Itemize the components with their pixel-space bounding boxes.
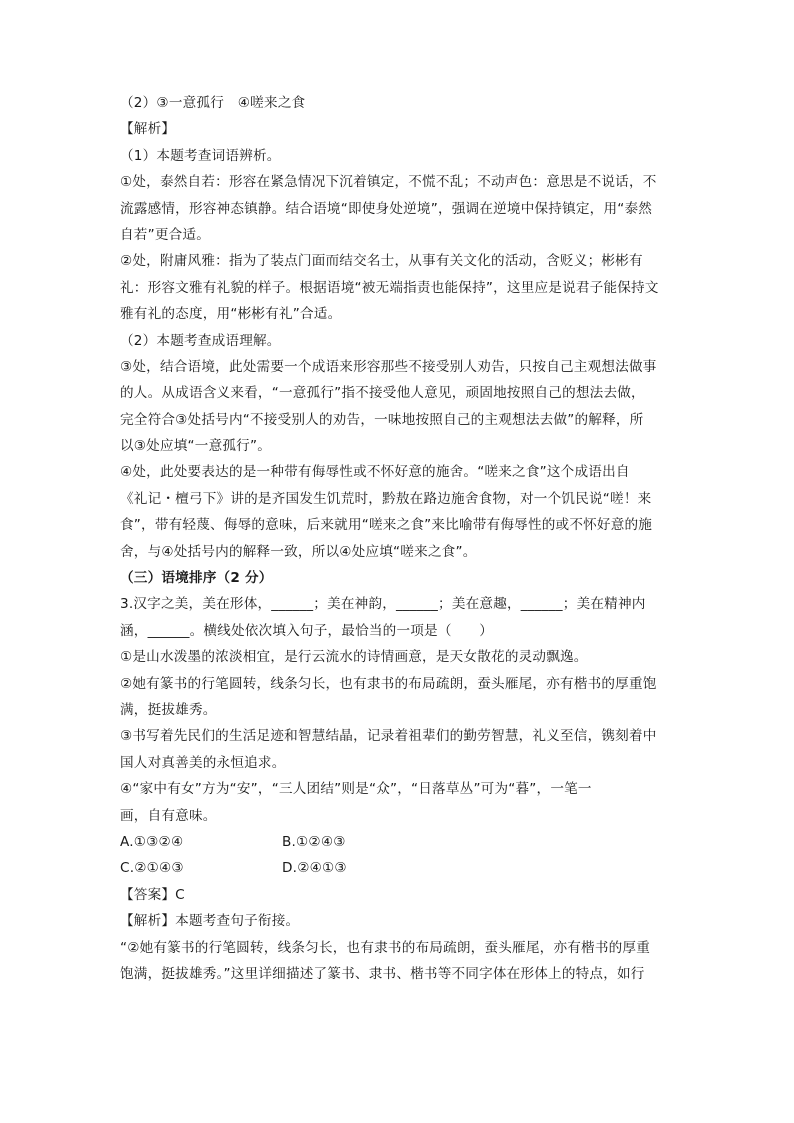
sentence-item: ③书写着先民们的生活足迹和智慧结晶，记录着祖辈们的勤劳智慧，礼义至信，镌刻着中 <box>120 728 657 745</box>
sentence-item: 国人对真善美的永恒追求。 <box>120 754 286 771</box>
option-d: D.②④①③ <box>282 860 347 877</box>
text-line: 以③处应填“一意孤行”。 <box>120 438 272 455</box>
text-line: “②她有篆书的行笔圆转，线条匀长，也有隶书的布局疏朗，蚕头雁尾，亦有楷书的厚重 <box>120 939 650 956</box>
text-line: 食”，带有轻蔑、侮辱的意味，后来就用“嗟来之食”来比喻带有侮辱性的或不怀好意的施 <box>120 517 653 534</box>
question-line: 涵，______。横线处依次填入句子，最恰当的一项是（ ） <box>120 622 494 639</box>
sentence-item: 满，挺拔雄秀。 <box>120 701 217 718</box>
text-line: 完全符合③处括号内“不接受别人的劝告，一味地按照自己的主观想法去做”的解释，所 <box>120 411 644 428</box>
text-line: ④处，此处要表达的是一种带有侮辱性或不怀好意的施舍。“嗟来之食”这个成语出自 <box>120 464 630 481</box>
options-row <box>120 855 668 881</box>
text-line: ②处，附庸风雅：指为了装点门面而结交名士，从事有关文化的活动，含贬义；彬彬有 <box>120 253 643 270</box>
text-line: （2）本题考查成语理解。 <box>120 332 281 349</box>
text-line: ③处，结合语境，此处需要一个成语来形容那些不接受别人劝告，只按自己主观想法做事 <box>120 358 657 375</box>
section-heading: （三）语境排序（2 分） <box>120 570 273 587</box>
sentence-item: ②她有篆书的行笔圆转，线条匀长，也有隶书的布局疏朗，蚕头雁尾，亦有楷书的厚重饱 <box>120 675 657 692</box>
text-line: ①处，泰然自若：形容在紧急情况下沉着镇定，不慌不乱；不动声色：意思是不说话，不 <box>120 174 657 191</box>
text-line: 自若”更合适。 <box>120 226 211 243</box>
options-row <box>120 829 668 855</box>
question-line: 3.汉字之美，美在形体，______；美在神韵，______；美在意趣，______；美在精神内 <box>120 596 646 613</box>
sentence-item: ①是山水泼墨的浓淡相宜，是行云流水的诗情画意，是天女散花的灵动飘逸。 <box>120 649 588 666</box>
text-line: 舍，与④处括号内的解释一致，所以④处应填“嗟来之食”。 <box>120 543 477 560</box>
option-b: B.①②④③ <box>282 833 346 850</box>
analysis-heading: 【解析】本题考查句子衔接。 <box>120 913 300 930</box>
option-c: C.②①④③ <box>120 860 184 877</box>
text-line: 礼：形容文雅有礼貌的样子。根据语境“被无端指责也能保持”，这里应是说君子能保持文 <box>120 279 659 296</box>
text-line: 流露感情，形容神态镇静。结合语境“即使身处逆境”，强调在逆境中保持镇定，用“泰然 <box>120 200 653 217</box>
document-body <box>120 90 668 987</box>
answer-line: 【答案】C <box>120 886 185 903</box>
option-a: A.①③②④ <box>120 833 184 850</box>
text-line: 《礼记・檀弓下》讲的是齐国发生饥荒时，黔敖在路边施舍食物，对一个饥民说“嗟！来 <box>120 490 652 507</box>
text-line: 的人。从成语含义来看，“一意孤行”指不接受他人意见，顽固地按照自己的想法去做， <box>120 385 645 402</box>
analysis-heading: 【解析】 <box>120 121 176 138</box>
text-line: 雅有礼的态度，用“彬彬有礼”合适。 <box>120 306 342 323</box>
sentence-item: ④“家中有女”方为“安”，“三人团结”则是“众”，“日落草丛”可为“暮”，一笔一 <box>120 781 592 798</box>
answer-line: （2）③一意孤行 ④嗟来之食 <box>120 95 306 111</box>
sentence-item: 画，自有意味。 <box>120 807 217 824</box>
text-line: （1）本题考查词语辨析。 <box>120 147 281 164</box>
text-line: 饱满，挺拔雄秀。”这里详细描述了篆书、隶书、楷书等不同字体在形体上的特点，如行 <box>120 965 645 982</box>
